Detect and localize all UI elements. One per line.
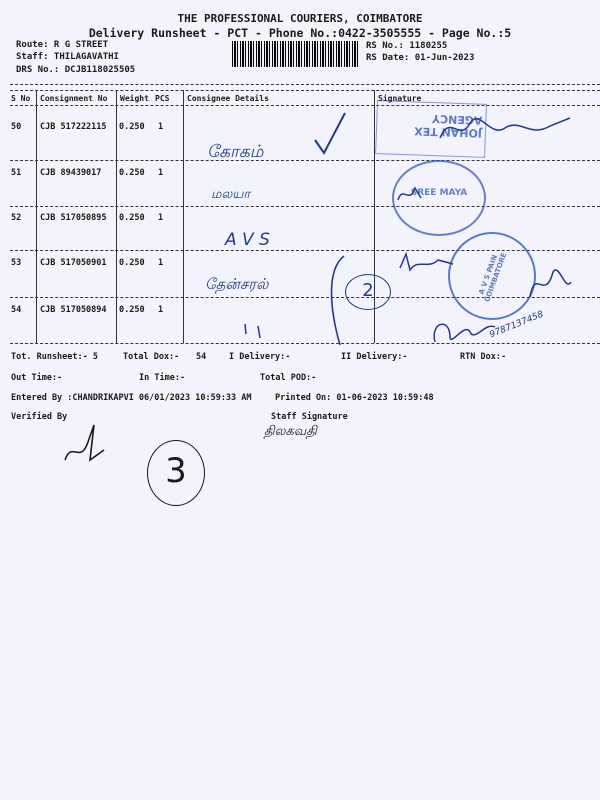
rs-date: RS Date: 01-Jun-2023 <box>366 53 475 63</box>
barcode <box>232 41 360 67</box>
bracket-stroke <box>318 250 348 350</box>
avs-stamp <box>448 232 536 320</box>
row-sno: 54 <box>11 305 22 315</box>
row-pcs: 1 <box>158 213 164 223</box>
row-pcs: 1 <box>158 122 164 132</box>
company-title: THE PROFESSIONAL COURIERS, COIMBATORE <box>177 12 423 25</box>
row-sno: 50 <box>11 122 22 132</box>
handwritten-name: கோகம் <box>207 142 264 162</box>
rs-number: RS No.: 1180255 <box>366 41 448 51</box>
col-sno: S No <box>11 94 31 103</box>
row-consignment: CJB 517050895 <box>40 213 107 223</box>
runsheet-subtitle: Delivery Runsheet - PCT - Phone No.:0422-3505555 - Page No.:5 <box>88 26 512 40</box>
signature-scribble <box>398 250 458 275</box>
in-time: In Time:- <box>139 373 186 383</box>
signature-scribble <box>430 108 580 153</box>
divider <box>10 105 600 106</box>
tot-runsheet: Tot. Runsheet:- 5 <box>11 352 98 362</box>
row-weight: 0.250 <box>119 305 145 315</box>
col-weight: Weight <box>120 94 149 103</box>
drs-number: DRS No.: DCJB118025505 <box>16 65 136 75</box>
row-weight: 0.250 <box>119 213 145 223</box>
col-consignee: Consignee Details <box>187 94 269 103</box>
row-weight: 0.250 <box>119 258 145 268</box>
row-sno: 51 <box>11 168 22 178</box>
signature-scribble <box>395 180 425 205</box>
verifier-signature <box>60 420 110 470</box>
total-dox-value: 54 <box>196 352 207 362</box>
handwritten-name: A V S <box>225 230 270 250</box>
row-consignment: CJB 89439017 <box>40 168 102 178</box>
signature-scribble <box>525 262 575 302</box>
row-divider <box>10 206 600 207</box>
circled-number <box>147 440 205 506</box>
row-weight: 0.250 <box>119 122 145 132</box>
column-rule <box>36 90 37 343</box>
col-consignment: Consignment No <box>40 94 108 103</box>
row-divider <box>10 343 600 344</box>
circled-two: 2 <box>362 280 374 301</box>
col-pcs: PCS <box>155 94 170 103</box>
route-label: Route: R G STREET <box>16 40 109 50</box>
ii-delivery: II Delivery:- <box>341 352 408 362</box>
divider <box>10 90 600 91</box>
printed-on: Printed On: 01-06-2023 10:59:48 <box>275 393 434 403</box>
entered-by: Entered By :CHANDRIKAPVI 06/01/2023 10:59:33 AM <box>11 393 252 403</box>
col-signature: Signature <box>378 94 422 103</box>
stamp-text: A V S PAIN COIMBATORE <box>477 251 509 304</box>
divider <box>10 84 600 85</box>
circled-number <box>345 274 391 310</box>
handwritten-phone: 9787137458 <box>488 309 546 341</box>
row-consignment: CJB 517050894 <box>40 305 107 315</box>
stamp-text: SREE MAYA <box>410 188 468 198</box>
verified-by: Verified By <box>11 412 68 422</box>
column-rule <box>183 90 184 343</box>
row-pcs: 1 <box>158 168 164 178</box>
total-pod: Total POD:- <box>260 373 317 383</box>
i-delivery: I Delivery:- <box>229 352 291 362</box>
column-rule <box>116 90 117 343</box>
row-consignment: CJB 517050901 <box>40 258 107 268</box>
rtn-dox: RTN Dox:- <box>460 352 507 362</box>
row-pcs: 1 <box>158 258 164 268</box>
handwritten-name: மலயா <box>211 187 251 202</box>
stamp-text: JOHAN TEX AGENCY <box>414 112 483 140</box>
row-sno: 52 <box>11 213 22 223</box>
row-pcs: 1 <box>158 305 164 315</box>
staff-signature-label: Staff Signature <box>271 412 348 422</box>
out-time: Out Time:- <box>11 373 63 383</box>
row-divider <box>10 160 600 161</box>
total-dox-label: Total Dox:- <box>123 352 180 362</box>
staff-signature: திலகவதி <box>264 424 317 439</box>
handwritten-name: தேன்சரல் <box>205 275 269 293</box>
row-weight: 0.250 <box>119 168 145 178</box>
row-consignment: CJB 517222115 <box>40 122 107 132</box>
tick-mark <box>310 105 370 160</box>
row-sno: 53 <box>11 258 22 268</box>
staff-label: Staff: THILAGAVATHI <box>16 52 119 62</box>
circled-three: 3 <box>165 451 187 491</box>
ditto-marks <box>240 322 270 342</box>
